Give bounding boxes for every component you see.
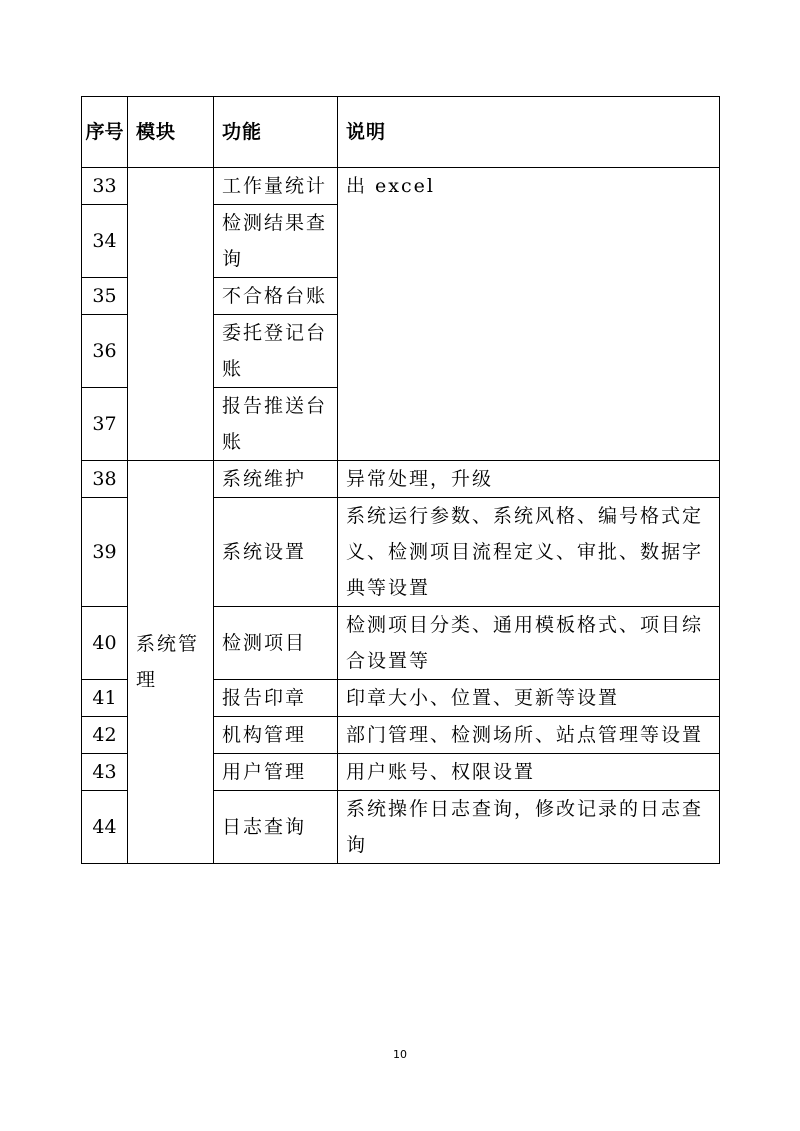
row-function: 日志查询 bbox=[214, 791, 338, 864]
row-function: 用户管理 bbox=[214, 754, 338, 791]
module-cell-blank bbox=[128, 168, 214, 461]
row-function: 检测结果查询 bbox=[214, 205, 338, 278]
row-no: 40 bbox=[82, 607, 128, 680]
row-description: 印章大小、位置、更新等设置 bbox=[338, 680, 720, 717]
row-no: 37 bbox=[82, 388, 128, 461]
row-function: 系统设置 bbox=[214, 498, 338, 607]
row-description: 用户账号、权限设置 bbox=[338, 754, 720, 791]
row-function: 系统维护 bbox=[214, 461, 338, 498]
header-description: 说明 bbox=[338, 97, 720, 168]
header-module: 模块 bbox=[128, 97, 214, 168]
row-function: 机构管理 bbox=[214, 717, 338, 754]
row-no: 35 bbox=[82, 278, 128, 315]
row-no: 38 bbox=[82, 461, 128, 498]
function-table bbox=[81, 96, 720, 864]
row-no: 43 bbox=[82, 754, 128, 791]
table-header-row bbox=[82, 97, 720, 168]
page-number: 10 bbox=[393, 1048, 407, 1061]
row-description: 系统运行参数、系统风格、编号格式定义、检测项目流程定义、审批、数据字典等设置 bbox=[338, 498, 720, 607]
row-function: 不合格台账 bbox=[214, 278, 338, 315]
row-no: 34 bbox=[82, 205, 128, 278]
row-description: 异常处理，升级 bbox=[338, 461, 720, 498]
row-function: 报告印章 bbox=[214, 680, 338, 717]
table-row bbox=[82, 461, 720, 498]
module-cell-system-management: 系统管理 bbox=[128, 461, 214, 864]
row-function: 工作量统计 bbox=[214, 168, 338, 205]
row-function: 检测项目 bbox=[214, 607, 338, 680]
header-function: 功能 bbox=[214, 97, 338, 168]
row-no: 33 bbox=[82, 168, 128, 205]
row-description: 出 excel bbox=[338, 168, 720, 461]
row-function: 报告推送台账 bbox=[214, 388, 338, 461]
header-no: 序号 bbox=[82, 97, 128, 168]
row-no: 39 bbox=[82, 498, 128, 607]
row-function: 委托登记台账 bbox=[214, 315, 338, 388]
row-no: 36 bbox=[82, 315, 128, 388]
row-no: 42 bbox=[82, 717, 128, 754]
table-row bbox=[82, 168, 720, 205]
row-no: 44 bbox=[82, 791, 128, 864]
row-description: 检测项目分类、通用模板格式、项目综合设置等 bbox=[338, 607, 720, 680]
row-description: 系统操作日志查询，修改记录的日志查询 bbox=[338, 791, 720, 864]
row-description: 部门管理、检测场所、站点管理等设置 bbox=[338, 717, 720, 754]
row-no: 41 bbox=[82, 680, 128, 717]
